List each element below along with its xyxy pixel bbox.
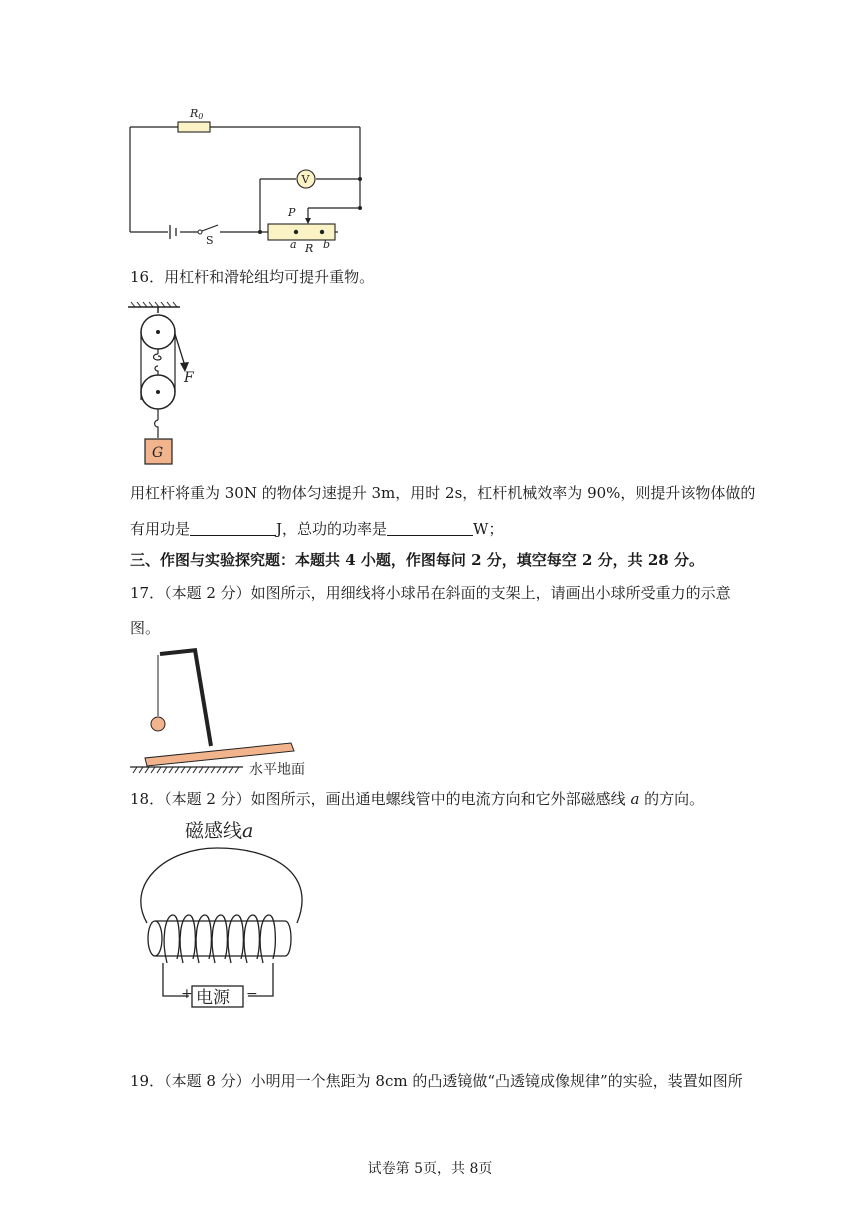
r-label: R xyxy=(305,242,314,255)
q16-line2-part-c: W； xyxy=(473,520,504,538)
switch-contact xyxy=(198,230,202,234)
page-footer: 试卷第 5页，共 8页 xyxy=(367,1161,493,1177)
q18-text-var: a xyxy=(630,790,640,808)
q17-line2: 图。 xyxy=(130,619,161,637)
terminal-a xyxy=(294,230,298,234)
answer-blank-useful-work[interactable] xyxy=(190,520,276,536)
terminal-b xyxy=(320,230,324,234)
circuit-diagram xyxy=(120,100,380,260)
b-label: b xyxy=(323,238,331,251)
q18-text-before: 18．（本题 2 分）如图所示，画出通电螺线管中的电流方向和它外部磁感线 xyxy=(130,790,631,808)
r0-label: R0 xyxy=(190,107,204,121)
small-ball xyxy=(151,717,165,731)
ground-label: 水平地面 xyxy=(249,762,305,778)
q18-text xyxy=(130,788,704,810)
slider-arrow-icon xyxy=(305,218,311,224)
q16-line2-part-b: J，总功的功率是 xyxy=(276,520,388,538)
slider-label: P xyxy=(288,206,296,219)
a-label: a xyxy=(290,238,297,251)
solenoid-left-end xyxy=(148,921,162,956)
force-label: F xyxy=(184,370,194,386)
field-line-label: 磁感线a xyxy=(185,820,254,842)
q17-line1: 17．（本题 2 分）如图所示，用细线将小球吊在斜面的支架上，请画出小球所受重力的示意 xyxy=(130,584,731,602)
incline-diagram xyxy=(125,645,325,780)
solenoid-diagram xyxy=(125,815,325,1015)
q16-line2-part-a: 有用功是 xyxy=(130,520,191,538)
voltmeter-label: V xyxy=(301,173,310,186)
magnetic-field-line xyxy=(141,848,302,923)
switch-label: S xyxy=(206,234,214,247)
answer-blank-power[interactable] xyxy=(387,520,473,536)
q18-text-after: 的方向。 xyxy=(639,790,705,808)
pulley-diagram xyxy=(125,300,215,470)
plus-sign: + xyxy=(181,986,193,1002)
resistor-r0 xyxy=(178,122,210,132)
q16-line1: 用杠杆将重为 30N 的物体匀速提升 3m，用时 2s，杠杆机械效率为 90%，则提升该物体做的 xyxy=(130,484,756,502)
weight-label: G xyxy=(152,445,164,461)
section3-title: 三、作图与实验探究题：本题共 4 小题，作图每问 2 分，填空每空 2 分，共 28 分。 xyxy=(130,551,704,569)
power-source-label: 电源 xyxy=(196,988,230,1008)
q16-text: 16．用杠杆和滑轮组均可提升重物。 xyxy=(130,268,375,286)
battery-icon xyxy=(170,225,176,239)
q16-line2 xyxy=(130,518,503,540)
minus-sign: − xyxy=(246,986,258,1002)
q19-line1: 19．（本题 8 分）小明用一个焦距为 8cm 的凸透镜做“凸透镜成像规律”的实验，装置如图所 xyxy=(130,1072,743,1090)
